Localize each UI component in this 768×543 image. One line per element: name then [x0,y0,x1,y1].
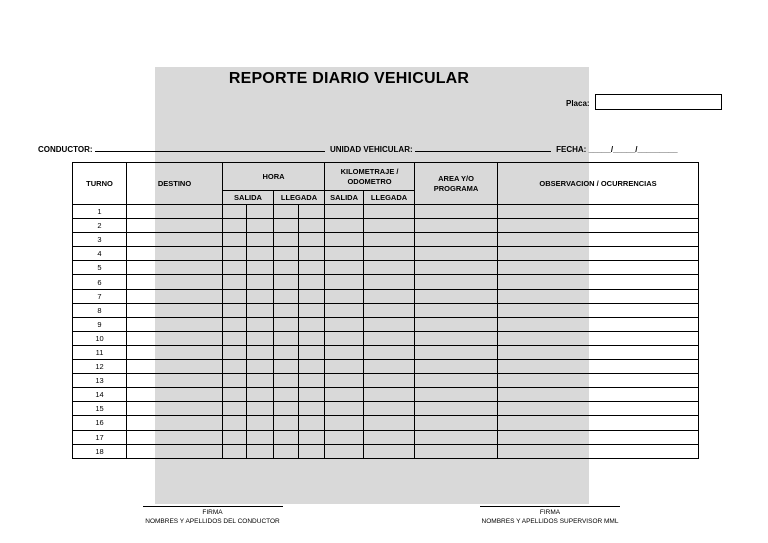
table-cell[interactable] [247,345,274,359]
table-cell[interactable] [325,374,364,388]
table-cell[interactable] [498,289,699,303]
turno-number: 17 [73,430,127,444]
table-cell[interactable] [223,289,247,303]
table-cell[interactable] [274,345,299,359]
unidad-label: UNIDAD VEHICULAR: [329,145,413,154]
table-cell[interactable] [274,402,299,416]
table-row [73,205,699,219]
table-cell[interactable] [127,360,223,374]
table-cell[interactable] [247,233,274,247]
table-cell[interactable] [415,402,498,416]
table-cell[interactable] [364,275,415,289]
table-cell[interactable] [415,233,498,247]
table-row [73,416,699,430]
firma-label: FIRMA [202,509,223,516]
table-cell[interactable] [498,261,699,275]
placa-field[interactable] [595,94,722,110]
table-row [73,303,699,317]
table-cell[interactable] [127,416,223,430]
turno-number: 8 [73,303,127,317]
table-cell[interactable] [299,219,325,233]
km-llegada-header: LLEGADA [364,191,415,205]
table-cell[interactable] [127,331,223,345]
table-cell[interactable] [274,219,299,233]
observacion-header: OBSERVACION / OCURRENCIAS [498,163,699,205]
table-cell[interactable] [247,261,274,275]
table-cell[interactable] [325,331,364,345]
table-cell[interactable] [247,402,274,416]
table-cell[interactable] [299,205,325,219]
table-cell[interactable] [364,360,415,374]
table-cell[interactable] [127,402,223,416]
table-cell[interactable] [299,261,325,275]
table-cell[interactable] [274,444,299,458]
table-cell[interactable] [364,402,415,416]
turno-number: 7 [73,289,127,303]
table-cell[interactable] [223,275,247,289]
table-row [73,233,699,247]
table-cell[interactable] [415,374,498,388]
table-cell[interactable] [127,233,223,247]
placa-label: Placa: [566,99,590,108]
table-cell[interactable] [127,430,223,444]
table-cell[interactable] [223,205,247,219]
table-cell[interactable] [274,275,299,289]
turno-header: TURNO [73,163,127,205]
table-cell[interactable] [247,317,274,331]
table-cell[interactable] [127,205,223,219]
turno-number: 4 [73,247,127,261]
table-cell[interactable] [299,374,325,388]
table-cell[interactable] [498,331,699,345]
table-cell[interactable] [498,444,699,458]
area-header: AREA Y/O PROGRAMA [415,163,498,205]
table-cell[interactable] [415,345,498,359]
table-cell[interactable] [325,402,364,416]
table-cell[interactable] [274,374,299,388]
table-cell[interactable] [364,388,415,402]
table-cell[interactable] [247,205,274,219]
table-cell[interactable] [247,430,274,444]
table-cell[interactable] [415,430,498,444]
table-cell[interactable] [364,317,415,331]
table-cell[interactable] [364,430,415,444]
table-row [73,388,699,402]
table-cell[interactable] [247,360,274,374]
table-cell[interactable] [299,233,325,247]
table-cell[interactable] [274,388,299,402]
turno-number: 15 [73,402,127,416]
table-cell[interactable] [498,374,699,388]
table-cell[interactable] [274,247,299,261]
conductor-field[interactable] [95,143,325,152]
table-cell[interactable] [299,360,325,374]
table-row [73,261,699,275]
table-cell[interactable] [247,331,274,345]
table-cell[interactable] [498,317,699,331]
turno-number: 6 [73,275,127,289]
table-cell[interactable] [415,416,498,430]
hora-salida-header: SALIDA [223,191,274,205]
table-row [73,289,699,303]
table-cell[interactable] [415,205,498,219]
table-row [73,444,699,458]
table-cell[interactable] [223,317,247,331]
table-cell[interactable] [325,416,364,430]
table-cell[interactable] [223,331,247,345]
table-cell[interactable] [498,219,699,233]
table-cell[interactable] [299,289,325,303]
conductor-signature-block [135,506,290,527]
table-cell[interactable] [223,247,247,261]
table-cell[interactable] [223,303,247,317]
table-cell[interactable] [127,261,223,275]
turno-number: 10 [73,331,127,345]
table-cell[interactable] [325,219,364,233]
table-row [73,345,699,359]
table-cell[interactable] [498,360,699,374]
table-cell[interactable] [127,374,223,388]
table-cell[interactable] [415,247,498,261]
table-cell[interactable] [364,219,415,233]
table-cell[interactable] [364,416,415,430]
table-cell[interactable] [247,388,274,402]
table-cell[interactable] [247,416,274,430]
table-cell[interactable] [498,275,699,289]
table-cell[interactable] [223,444,247,458]
table-cell[interactable] [364,444,415,458]
table-cell[interactable] [274,205,299,219]
table-cell[interactable] [498,388,699,402]
table-cell[interactable] [223,374,247,388]
table-cell[interactable] [299,444,325,458]
fecha-label: FECHA: [556,145,587,154]
table-cell[interactable] [325,261,364,275]
table-row [73,430,699,444]
supervisor-signature-block [470,506,630,527]
table-cell[interactable] [415,303,498,317]
table-cell[interactable] [415,388,498,402]
table-cell[interactable] [247,289,274,303]
destino-header: DESTINO [127,163,223,205]
table-cell[interactable] [274,233,299,247]
table-cell[interactable] [223,219,247,233]
table-cell[interactable] [498,205,699,219]
table-cell[interactable] [247,275,274,289]
table-cell[interactable] [498,247,699,261]
turno-number: 12 [73,360,127,374]
table-cell[interactable] [364,289,415,303]
unidad-field[interactable] [415,143,551,152]
table-row [73,374,699,388]
turno-number: 14 [73,388,127,402]
table-cell[interactable] [364,247,415,261]
table-cell[interactable] [274,317,299,331]
table-cell[interactable] [325,303,364,317]
table-cell[interactable] [415,261,498,275]
table-cell[interactable] [274,430,299,444]
table-row [73,331,699,345]
driver-info-line [38,143,678,154]
table-cell[interactable] [299,247,325,261]
table-cell[interactable] [247,374,274,388]
table-cell[interactable] [415,317,498,331]
firma-label: FIRMA [539,509,561,516]
table-cell[interactable] [325,247,364,261]
table-cell[interactable] [325,289,364,303]
table-cell[interactable] [325,317,364,331]
hora-header: HORA [223,163,325,191]
table-cell[interactable] [127,247,223,261]
table-cell[interactable] [325,275,364,289]
turno-number: 1 [73,205,127,219]
table-row [73,247,699,261]
table-cell[interactable] [415,360,498,374]
table-cell[interactable] [498,430,699,444]
table-cell[interactable] [364,303,415,317]
conductor-name-label: NOMBRES Y APELLIDOS DEL CONDUCTOR [145,518,280,525]
table-cell[interactable] [223,402,247,416]
table-cell[interactable] [274,331,299,345]
turno-number: 13 [73,374,127,388]
table-cell[interactable] [299,345,325,359]
table-row [73,402,699,416]
table-cell[interactable] [364,374,415,388]
table-cell[interactable] [127,444,223,458]
table-cell[interactable] [364,345,415,359]
table-cell[interactable] [127,275,223,289]
table-cell[interactable] [325,360,364,374]
table-cell[interactable] [274,261,299,275]
table-cell[interactable] [498,233,699,247]
turno-number: 18 [73,444,127,458]
table-cell[interactable] [299,331,325,345]
report-table [72,162,699,459]
kilometraje-header: KILOMETRAJE / ODOMETRO [325,163,415,191]
table-cell[interactable] [325,345,364,359]
table-cell[interactable] [274,416,299,430]
table-cell[interactable] [223,233,247,247]
table-row [73,275,699,289]
table-cell[interactable] [364,261,415,275]
report-table-body [73,205,699,459]
table-row [73,219,699,233]
table-cell[interactable] [127,388,223,402]
table-row [73,360,699,374]
table-cell[interactable] [325,205,364,219]
page-title: REPORTE DIARIO VEHICULAR [228,70,470,87]
table-cell[interactable] [223,388,247,402]
table-cell[interactable] [247,247,274,261]
table-cell[interactable] [415,444,498,458]
table-cell[interactable] [299,416,325,430]
table-cell[interactable] [415,289,498,303]
table-cell[interactable] [325,233,364,247]
table-cell[interactable] [325,430,364,444]
table-cell[interactable] [498,402,699,416]
table-cell[interactable] [223,345,247,359]
table-cell[interactable] [127,303,223,317]
table-cell[interactable] [299,303,325,317]
turno-number: 5 [73,261,127,275]
turno-number: 9 [73,317,127,331]
table-cell[interactable] [127,317,223,331]
conductor-label: CONDUCTOR: [38,145,93,154]
table-cell[interactable] [247,303,274,317]
table-cell[interactable] [223,430,247,444]
table-cell[interactable] [127,219,223,233]
table-cell[interactable] [415,219,498,233]
table-cell[interactable] [415,275,498,289]
table-cell[interactable] [299,430,325,444]
turno-number: 2 [73,219,127,233]
turno-number: 11 [73,345,127,359]
table-cell[interactable] [299,402,325,416]
table-cell[interactable] [498,303,699,317]
table-cell[interactable] [364,331,415,345]
table-cell[interactable] [223,360,247,374]
table-cell[interactable] [364,233,415,247]
table-row [73,317,699,331]
table-cell[interactable] [299,275,325,289]
table-cell[interactable] [274,289,299,303]
turno-number: 3 [73,233,127,247]
table-cell[interactable] [299,317,325,331]
table-cell[interactable] [247,444,274,458]
table-cell[interactable] [223,416,247,430]
table-cell[interactable] [127,289,223,303]
table-cell[interactable] [274,303,299,317]
table-cell[interactable] [325,444,364,458]
supervisor-name-label: NOMBRES Y APELLIDOS SUPERVISOR MML [481,518,619,525]
table-cell[interactable] [247,219,274,233]
table-cell[interactable] [274,360,299,374]
table-cell[interactable] [127,345,223,359]
table-cell[interactable] [498,416,699,430]
km-salida-header: SALIDA [325,191,364,205]
table-cell[interactable] [415,331,498,345]
turno-number: 16 [73,416,127,430]
table-cell[interactable] [223,261,247,275]
fecha-field[interactable]: _____/_____/_________ [588,145,678,154]
table-cell[interactable] [325,388,364,402]
table-cell[interactable] [299,388,325,402]
table-cell[interactable] [498,345,699,359]
hora-llegada-header: LLEGADA [274,191,325,205]
table-cell[interactable] [364,205,415,219]
